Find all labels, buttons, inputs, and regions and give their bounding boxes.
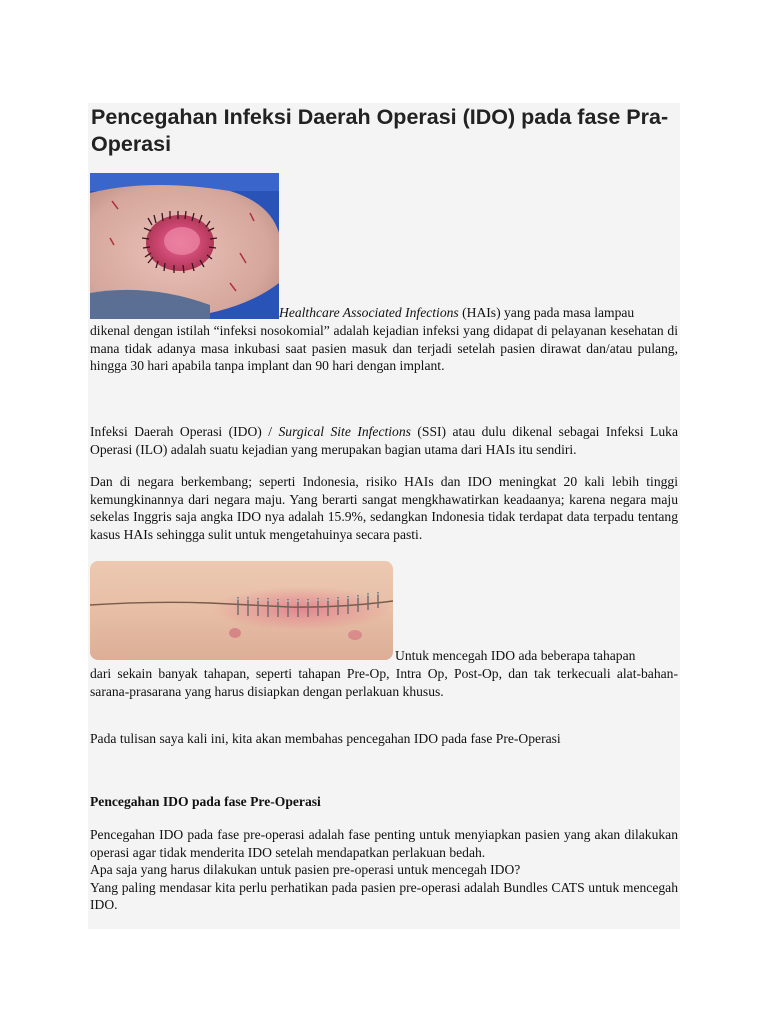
surgical-incision-photo	[90, 561, 393, 660]
para6-line1: Pencegahan IDO pada fase pre-operasi adalah fase penting untuk menyiapkan pasien yang akan dilakukan operasi agar tidak menderita IDO setelah mendapatkan perlakuan bedah.	[90, 827, 678, 860]
article-title: Pencegahan Infeksi Daerah Operasi (IDO) pada fase Pra-Operasi	[91, 105, 669, 156]
para4-text: dari sekain banyak tahapan, seperti tahapan Pre-Op, Intra Op, Post-Op, dan tak terkecuali alat-bahan-sarana-prasarana yang harus disiapkan dengan perlakuan khusus.	[90, 666, 678, 699]
wound-knee-illustration	[90, 173, 279, 319]
para1-lead-italic: Healthcare Associated Infections	[279, 305, 459, 320]
wound-knee-photo	[90, 173, 279, 319]
section-heading: Pencegahan IDO pada fase Pre-Operasi	[90, 794, 321, 809]
para6-text	[90, 826, 678, 914]
article-content	[88, 103, 680, 929]
para6-line3: Yang paling mendasar kita perlu perhatikan pada pasien pre-operasi adalah Bundles CATS untuk mencegah IDO.	[90, 879, 678, 913]
para2-post: (SSI) atau dulu dikenal sebagai Infeksi Luka Operasi (ILO) adalah suatu kejadian yang merupakan bagian utama dari HAIs itu sendiri.	[90, 424, 678, 457]
para1-lead-rest: (HAIs) yang pada masa lampau	[458, 305, 635, 320]
surgical-incision-illustration	[90, 561, 393, 660]
para6-line2: Apa saja yang harus dilakukan untuk pasien pre-operasi untuk mencegah IDO?	[90, 862, 521, 878]
para5-text: Pada tulisan saya kali ini, kita akan membahas pencegahan IDO pada fase Pre-Operasi	[90, 731, 561, 746]
para2-text	[90, 423, 678, 458]
para4-lead-line: Untuk mencegah IDO ada beberapa tahapan	[395, 648, 636, 663]
para2-pre: Infeksi Daerah Operasi (IDO) /	[90, 424, 279, 439]
para3-text: Dan di negara berkembang; seperti Indonesia, risiko HAIs dan IDO meningkat 20 kali lebih tinggi kemungkinannya dari negara maju. Yang berarti sangat mengkhawatirkan keadaanya; karena negara maju sekelas Inggris saja angka IDO nya adalah 15.9%, sedangkan Indonesia tidak terdapat data terpadu tentang kasus HAIs sehingga sulit untuk mengetahuinya secara pasti.	[90, 474, 678, 542]
para1-lead-line	[279, 304, 634, 322]
para2-italic: Surgical Site Infections	[278, 424, 411, 439]
para1-text: dikenal dengan istilah “infeksi nosokomial” adalah kejadian infeksi yang didapat di pelayanan kesehatan di mana tidak adanya masa inkubasi saat pasien masuk dan terjadi setelah pasien dirawat dan/atau pulang, hingga 30 hari apabila tanpa implant dan 90 hari dengan implant.	[90, 323, 678, 374]
